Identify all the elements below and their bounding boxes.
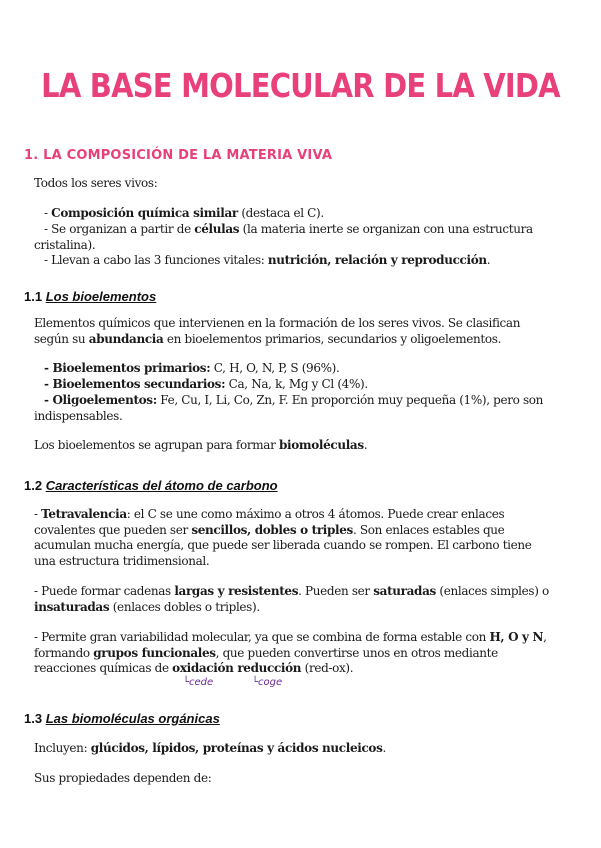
handwritten-note-coge: └coge — [252, 677, 283, 688]
section-1-intro: Todos los seres vivos: — [34, 176, 158, 190]
section-1-3-heading: 1.3 Las biomoléculas orgánicas — [24, 711, 220, 726]
properties-intro: Sus propiedades dependen de: — [34, 771, 212, 785]
carbon-variability: - Permite gran variabilidad molecular, ya que se combina de forma estable con H, O y N, formando grupos funcionales, que pueden convertirse unos en otros mediante reacciones químicas de oxidación reducción (red-ox). — [34, 630, 547, 675]
secondary-bioelements: - Bioelementos secundarios: Ca, Na, k, Mg y Cl (4%). — [44, 377, 368, 391]
section-1-heading: 1. LA COMPOSICIÓN DE LA MATERIA VIVA — [24, 148, 333, 163]
primary-bioelements: - Bioelementos primarios: C, H, O, N, P, S (96%). — [44, 361, 340, 375]
section-1-item-2: - Se organizan a partir de células (la materia inerte se organizan con una estructura cristalina). — [34, 222, 533, 252]
section-1-item-1: - Composición química similar (destaca el C). — [44, 206, 324, 220]
section-1-item-3: - Llevan a cabo las 3 funciones vitales: nutrición, relación y reproducción. — [44, 253, 491, 267]
bioelements-biomolecules: Los bioelementos se agrupan para formar biomoléculas. — [34, 438, 368, 452]
handwritten-note-cede: └cede — [183, 677, 214, 688]
bioelements-definition: Elementos químicos que intervienen en la formación de los seres vivos. Se clasifican según su abundancia en bioelementos primarios, secundarios y oligoelementos. — [34, 316, 521, 346]
organic-biomolecules-list: Incluyen: glúcidos, lípidos, proteínas y ácidos nucleicos. — [34, 741, 386, 755]
section-1-2-heading: 1.2 Características del átomo de carbono — [24, 478, 278, 493]
section-1-1-heading: 1.1 Los bioelementos — [24, 289, 157, 304]
carbon-tetravalence: - Tetravalencia: el C se une como máximo a otros 4 átomos. Puede crear enlaces covalentes que pueden ser sencillos, dobles o triples. Son enlaces estables que acumulan mucha energía, que puede ser liberada cuando se rompen. El carbono tiene una estructura tridimensional. — [34, 507, 532, 568]
oligoelements: - Oligoelementos: Fe, Cu, I, Li, Co, Zn, F. En proporción muy pequeña (1%), pero son indispensables. — [34, 393, 544, 423]
document-title: LA BASE MOLECULAR DE LA VIDA — [41, 66, 560, 106]
carbon-chains: - Puede formar cadenas largas y resistentes. Pueden ser saturadas (enlaces simples) o insaturadas (enlaces dobles o triples). — [34, 584, 549, 614]
